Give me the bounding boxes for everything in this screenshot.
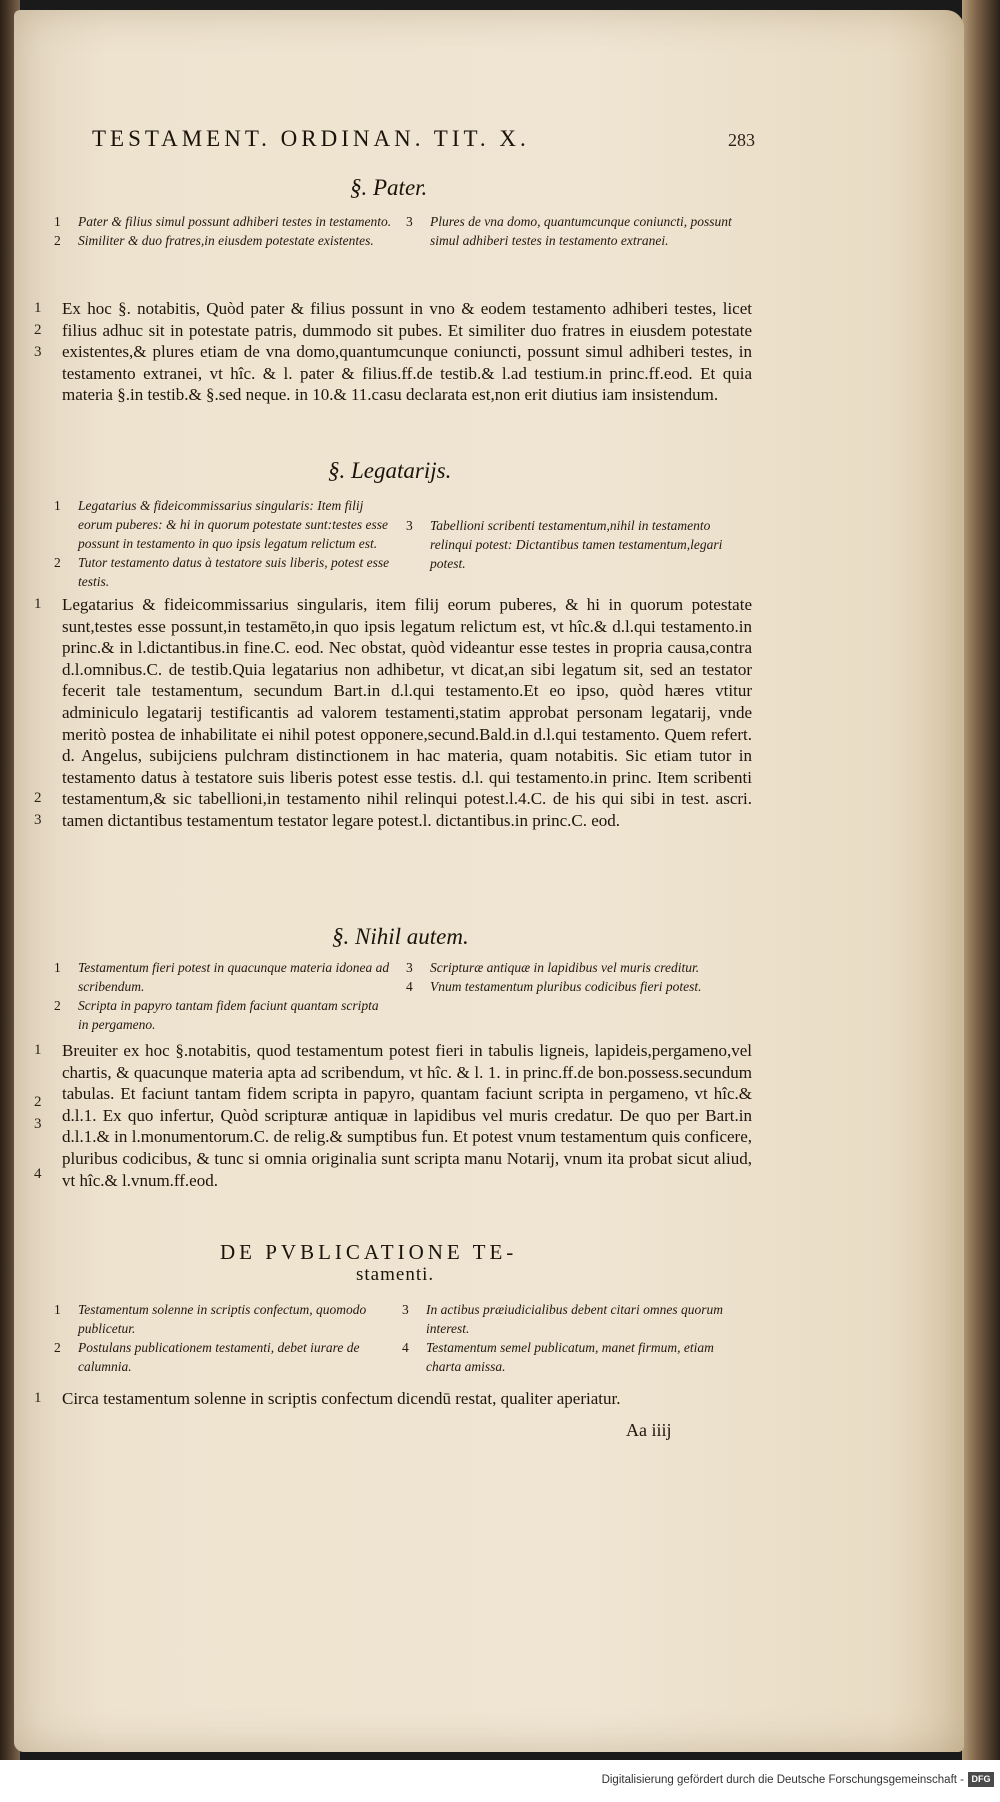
summary-text: Testamentum solenne in scriptis confectum, quomodo publicetur.: [78, 1302, 367, 1336]
page-stack-edge: [962, 0, 1000, 1802]
summary-number: 1: [54, 1302, 61, 1317]
summary-left-pater: [52, 212, 392, 250]
section-body-pater: Ex hoc §. notabitis, Quòd pater & filius possunt in vno & eodem testamento adhiberi testes, licet filius adhuc sit in potestate patris, dummodo sit pubes. Et similiter duo fratres in eiusdem potestate existentes,& plures etiam de vna domo,quantumcunque coniuncti, possunt simul adhiberi testes, in testamento extranei, vt hîc. & l. pater & filius.ff.de testib.& l.ad testium.in princ.ff.eod. Et quia materia §.in testib.& §.sed neque. in 10.& 11.casu declarata est,non erit diutius iam insistendum.: [62, 299, 752, 405]
summary-item: [52, 212, 392, 231]
summary-item: [404, 516, 752, 573]
footer-credit: Digitalisierung gefördert durch die Deutsche Forschungsgemeinschaft -: [601, 1774, 964, 1786]
summary-number: 4: [402, 1340, 409, 1355]
summary-left-publicatione: [52, 1300, 392, 1376]
summary-number: 3: [406, 214, 413, 229]
running-title: TESTAMENT. ORDINAN. TIT. X.: [92, 126, 530, 151]
summary-right-publicatione: [400, 1300, 752, 1376]
margin-number: 4: [34, 1166, 42, 1182]
margin-number: 1: [34, 1042, 42, 1058]
summary-item: [52, 958, 392, 996]
summary-text: Tabellioni scribenti testamentum,nihil in testamento relinqui potest: Dictantibus tamen testamentum,legari potest.: [430, 518, 723, 571]
summary-number: 3: [402, 1302, 409, 1317]
summary-text: Plures de vna domo, quantumcunque coniuncti, possunt simul adhiberi testes in testamento extranei.: [430, 214, 732, 248]
margin-number: 2: [34, 322, 42, 338]
margin-number: 1: [34, 1390, 42, 1406]
dfg-logo-icon: DFG: [968, 1772, 994, 1787]
summary-item: [400, 1300, 752, 1338]
summary-item: [404, 212, 752, 250]
summary-item: [404, 958, 752, 977]
summary-number: 2: [54, 998, 61, 1013]
margin-number: 2: [34, 1094, 42, 1110]
summary-text: Similiter & duo fratres,in eiusdem potestate existentes.: [78, 233, 374, 248]
summary-number: 4: [406, 979, 413, 994]
margin-number: 3: [34, 1116, 42, 1132]
summary-number: 2: [54, 233, 61, 248]
section-title-publicatione: DE PVBLICATIONE TE-: [220, 1240, 518, 1264]
summary-item: [400, 1338, 752, 1376]
margin-number: 1: [34, 596, 42, 612]
summary-text: Testamentum semel publicatum, manet firmum, etiam charta amissa.: [426, 1340, 714, 1374]
section-title-publicatione-line2: stamenti.: [356, 1264, 435, 1285]
summary-right-pater: [404, 212, 752, 250]
summary-text: In actibus præiudicialibus debent citari omnes quorum interest.: [426, 1302, 723, 1336]
summary-number: 1: [54, 498, 61, 513]
summary-left-nihil-autem: [52, 958, 392, 1034]
margin-number: 3: [34, 344, 42, 360]
summary-number: 1: [54, 214, 61, 229]
summary-text: Pater & filius simul possunt adhiberi testes in testamento.: [78, 214, 392, 229]
summary-text: Postulans publicationem testamenti, debet iurare de calumnia.: [78, 1340, 360, 1374]
summary-item: [404, 977, 752, 996]
section-body-nihil-autem: Breuiter ex hoc §.notabitis, quod testamentum potest fieri in tabulis ligneis, lapideis,pergameno,vel chartis, & quacunque materia apta ad scribendum, vt hîc. & l. 1. in princ.ff.de bon.possess.secundum tabulas. Et faciunt tantam fidem scripta in papyro, quantam faciunt scripta in pergameno, vt hîc.& d.l.1. Ex quo infertur, Quòd scripturæ antiquæ in lapidibus vel muris credatur. De quo per Bart.in d.l.1.& in l.monumentorum.C. de relig.& sumptibus fun. Et potest vnum testamentum quis conficere, pluribus codicibus, & tunc si omnia originalia sunt scripta manu Notarij, vnum ita probat sicut aliud, vt hîc.& l.vnum.ff.eod.: [62, 1041, 752, 1190]
section-body-publicatione: Circa testamentum solenne in scriptis confectum dicendū restat, qualiter aperiatur.: [62, 1389, 621, 1408]
section-body-legatarijs: Legatarius & fideicommissarius singularis, item filij eorum puberes, & hi in quorum potestate sunt,testes esse possunt,in testamēto,in quo ipsis legatum relictum est, vt hîc.& d.l.qui testamento.in princ.& in l.dictantibus.in fine.C. eod. Nec obstat, quòd videantur esse testes in propria causa,contra d.l.omnibus.C. de testib.Quia legatarius non adhibetur, vt dicat,an sibi legatum sit, sed an testator fecerit tale testamentum, secundum Bart.in d.l.qui testamento.Et eo ipso, quòd hæres vtitur adminiculo legatarij testificantis ad valorem testamenti,statim approbat personam legatarij, vnde meritò postea de inhabilitate ei nihil potest opponere,secund.Bald.in d.l.qui testamento. Quem refert. d. Angelus, subijciens pulchram distinctionem in hac materia, quam notabitis. Sic etiam tutor in testamento datus à testatore suis liberis potest esse testis. d.l. qui testamento.in princ. Item scribenti testamentum,& sic tabellioni,in testamento nihil relinqui potest.l.4.C. de his qui sibi in test. ascri. tamen dictantibus testamentum testator legare potest.l. dictantibus.in princ.C. eod.: [62, 595, 752, 830]
summary-left-legatarijs: [52, 496, 392, 591]
summary-number: 3: [406, 960, 413, 975]
signature-mark: Aa iiij: [626, 1420, 672, 1440]
digitization-footer: [0, 1760, 1000, 1802]
section-title-nihil-autem: §. Nihil autem.: [332, 924, 469, 949]
summary-item: [52, 1300, 392, 1338]
summary-text: Scripturæ antiquæ in lapidibus vel muris creditur.: [430, 960, 700, 975]
summary-item: [52, 553, 392, 591]
section-title-pater: §. Pater.: [350, 175, 428, 200]
summary-number: 2: [54, 555, 61, 570]
summary-item: [52, 996, 392, 1034]
margin-number: 2: [34, 790, 42, 806]
margin-number: 3: [34, 812, 42, 828]
summary-text: Tutor testamento datus à testatore suis liberis, potest esse testis.: [78, 555, 390, 589]
summary-right-nihil-autem: [404, 958, 752, 996]
margin-number: 1: [34, 300, 42, 316]
summary-text: Vnum testamentum pluribus codicibus fieri potest.: [430, 979, 702, 994]
summary-item: [52, 1338, 392, 1376]
summary-right-legatarijs: [404, 516, 752, 573]
section-title-legatarijs: §. Legatarijs.: [328, 458, 452, 483]
summary-text: Legatarius & fideicommissarius singularis: Item filij eorum puberes: & hi in quorum potestate sunt:testes esse possunt in testamento in quo ipsis legatum relictum est.: [78, 498, 388, 551]
summary-text: Scripta in papyro tantam fidem faciunt quantam scripta in pergameno.: [78, 998, 379, 1032]
summary-number: 2: [54, 1340, 61, 1355]
page-number: 283: [728, 130, 755, 150]
summary-item: [52, 231, 392, 250]
summary-text: Testamentum fieri potest in quacunque materia idonea ad scribendum.: [78, 960, 390, 994]
summary-item: [52, 496, 392, 553]
book-page: [14, 10, 964, 1752]
summary-number: 1: [54, 960, 61, 975]
summary-number: 3: [406, 518, 413, 533]
